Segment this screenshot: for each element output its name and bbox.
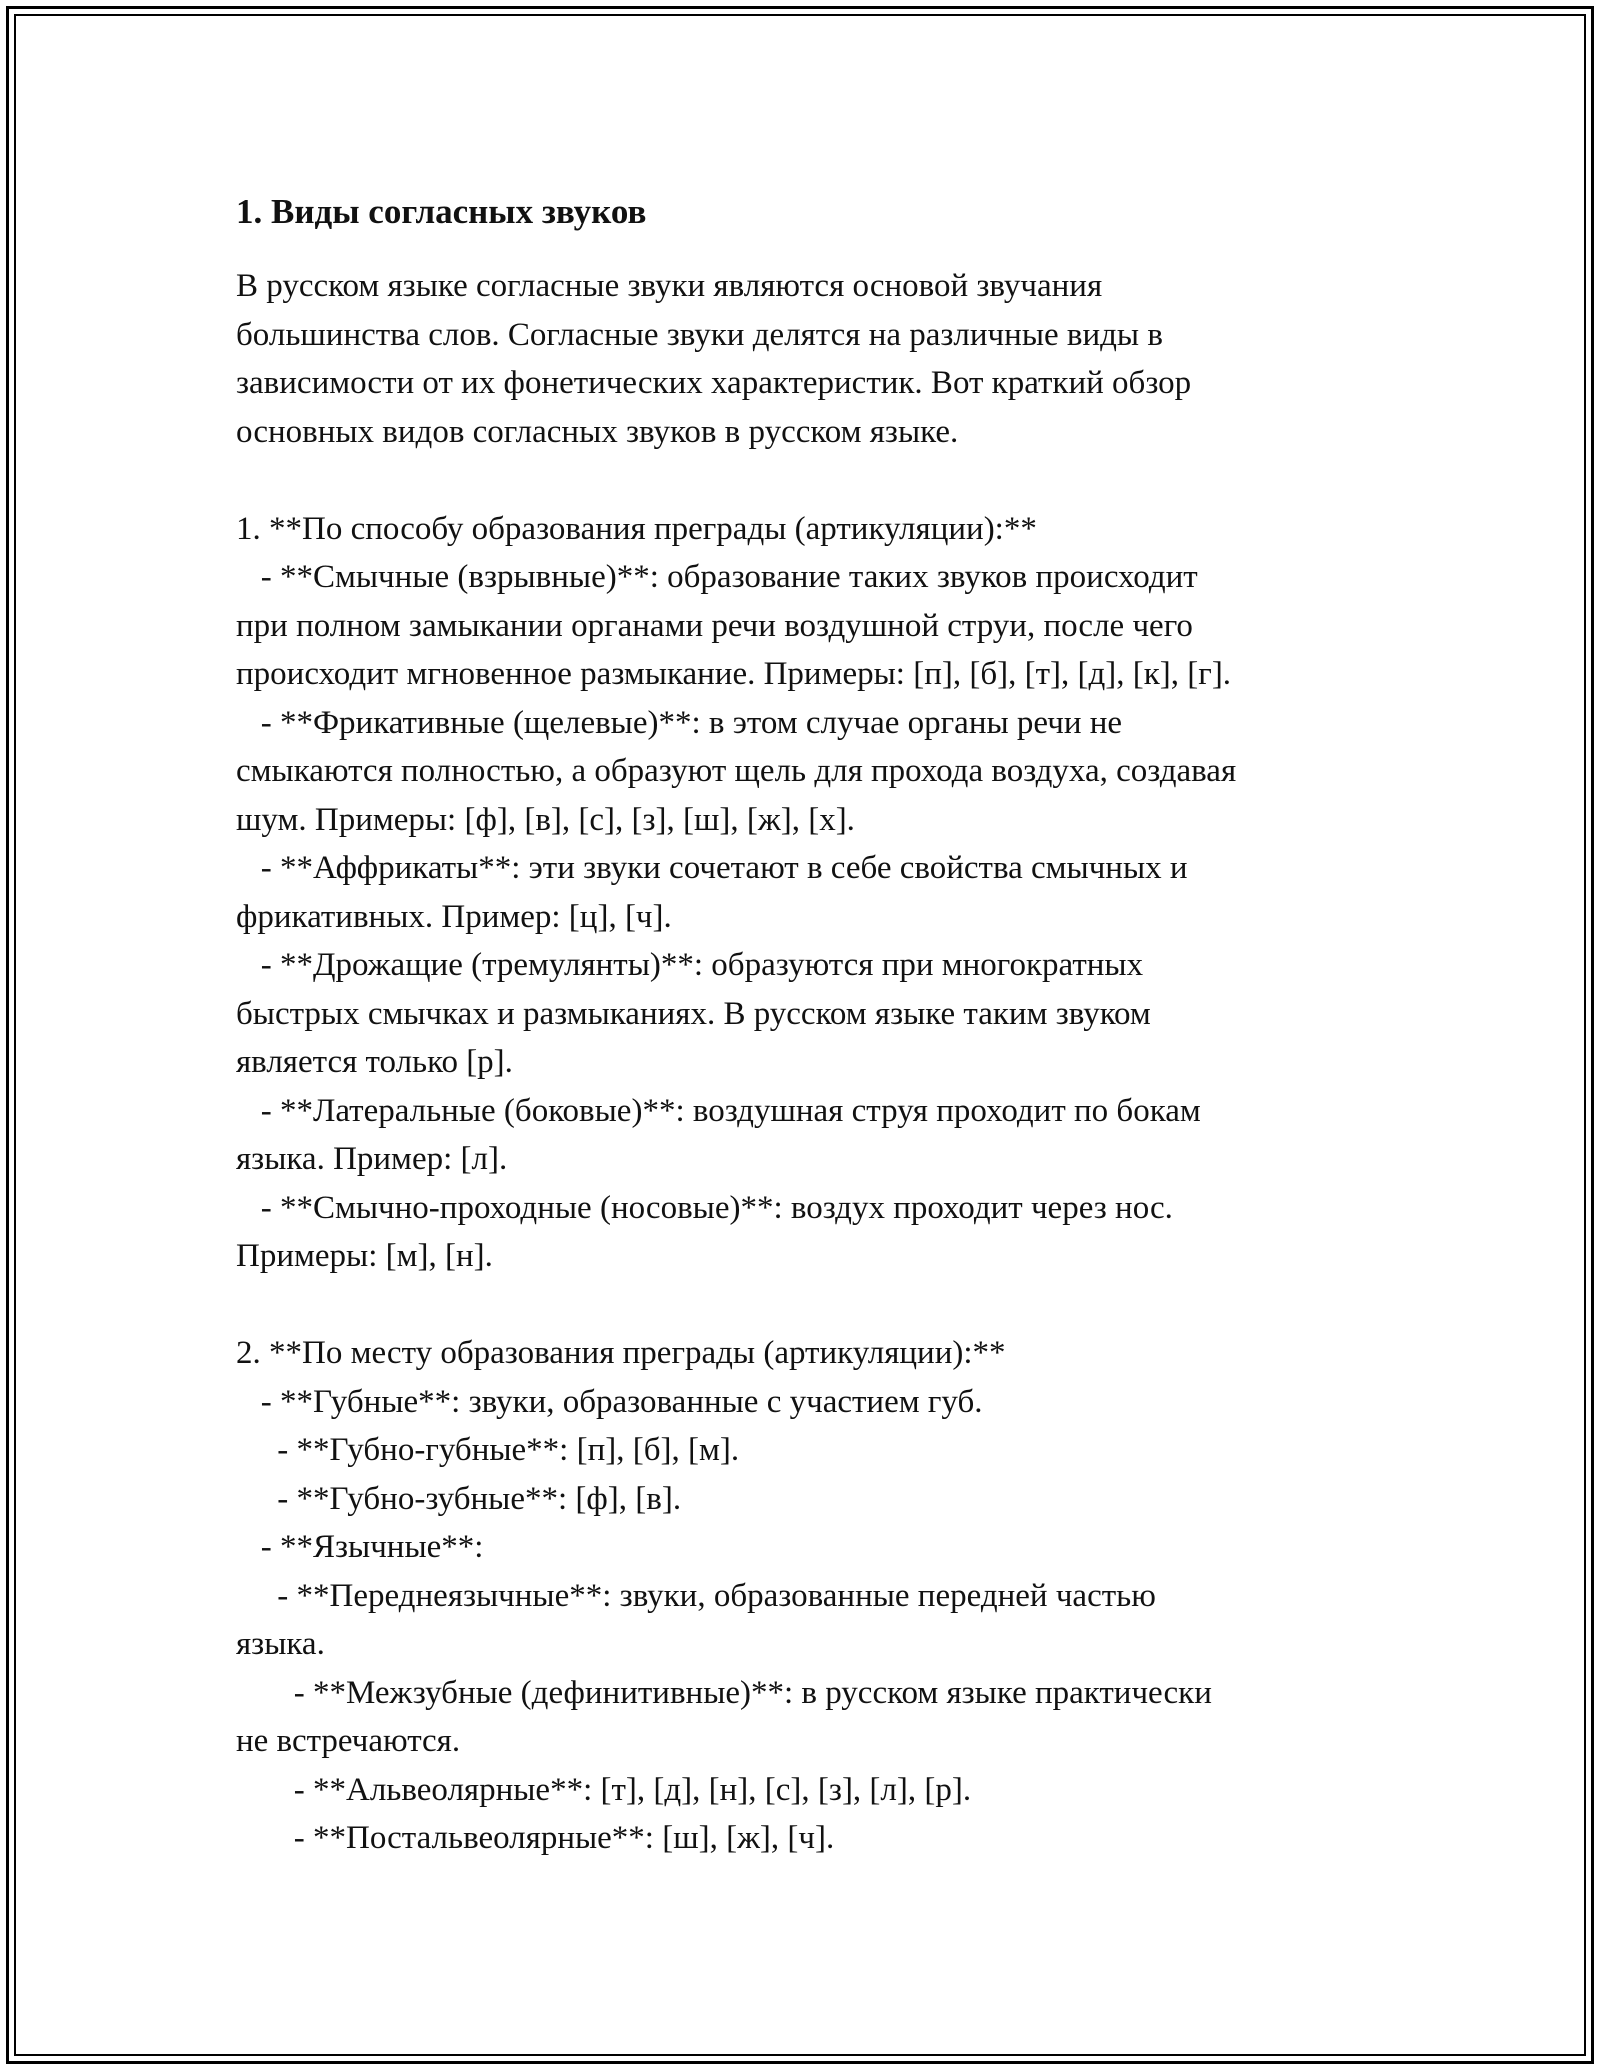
text-line: шум. Примеры: [ф], [в], [с], [з], [ш], [ж], [х]. — [236, 801, 855, 838]
list-item: - **Латеральные (боковые)**: воздушная струя проходит по бокам — [236, 1092, 1201, 1129]
text-line: быстрых смычках и размыканиях. В русском языке таким звуком — [236, 995, 1151, 1032]
blank-line — [236, 456, 1376, 505]
text-line: большинства слов. Согласные звуки делятся на различные виды в — [236, 316, 1163, 353]
list-subitem: - **Губно-губные**: [п], [б], [м]. — [236, 1432, 740, 1468]
list-item: - **Дрожащие (тремулянты)**: образуются при многократных — [236, 947, 1144, 983]
list-heading: 1. **По способу образования преграды (артикуляции):** — [236, 510, 1037, 547]
text-line: является только [р]. — [236, 1044, 513, 1080]
list-subsubitem: - **Альвеолярные**: [т], [д], [н], [с], [з], [л], [р]. — [236, 1771, 972, 1808]
text-line: при полном замыкании органами речи воздушной струи, после чего — [236, 607, 1193, 644]
document-body — [236, 188, 1376, 1863]
text-line: языка. Пример: [л]. — [236, 1141, 508, 1177]
list-item: - **Фрикативные (щелевые)**: в этом случае органы речи не — [236, 704, 1123, 741]
list-item: - **Язычные**: — [236, 1529, 484, 1565]
text-line: Примеры: [м], [н]. — [236, 1238, 493, 1274]
list-subitem: - **Переднеязычные**: звуки, образованные передней частью — [236, 1577, 1156, 1614]
text-line: не встречаются. — [236, 1723, 461, 1759]
text-line: фрикативных. Пример: [ц], [ч]. — [236, 898, 672, 935]
list-item: - **Губные**: звуки, образованные с участием губ. — [236, 1383, 983, 1420]
text-line: происходит мгновенное размыкание. Примеры: [п], [б], [т], [д], [к], [г]. — [236, 656, 1232, 692]
text-line: зависимости от их фонетических характеристик. Вот краткий обзор — [236, 365, 1192, 401]
text-line: В русском языке согласные звуки являются основой звучания — [236, 268, 1103, 304]
list-item: - **Смычные (взрывные)**: образование таких звуков происходит — [236, 559, 1198, 595]
list-subsubitem: - **Межзубные (дефинитивные)**: в русском языке практически — [236, 1674, 1212, 1711]
text-line: языка. — [236, 1626, 325, 1662]
list-item: - **Аффрикаты**: эти звуки сочетают в себе свойства смычных и — [236, 850, 1188, 886]
text-line: основных видов согласных звуков в русском языке. — [236, 413, 959, 450]
text-line: смыкаются полностью, а образуют щель для прохода воздуха, создавая — [236, 753, 1237, 789]
list-subsubitem: - **Постальвеолярные**: [ш], [ж], [ч]. — [236, 1820, 835, 1856]
list-item: - **Смычно-проходные (носовые)**: воздух проходит через нос. — [236, 1189, 1173, 1226]
paragraph-block — [236, 262, 1376, 1863]
list-subitem: - **Губно-зубные**: [ф], [в]. — [236, 1480, 682, 1517]
list-heading: 2. **По месту образования преграды (артикуляции):** — [236, 1335, 1006, 1371]
section-heading: 1. Виды согласных звуков — [236, 192, 647, 231]
blank-line — [236, 1281, 1376, 1330]
